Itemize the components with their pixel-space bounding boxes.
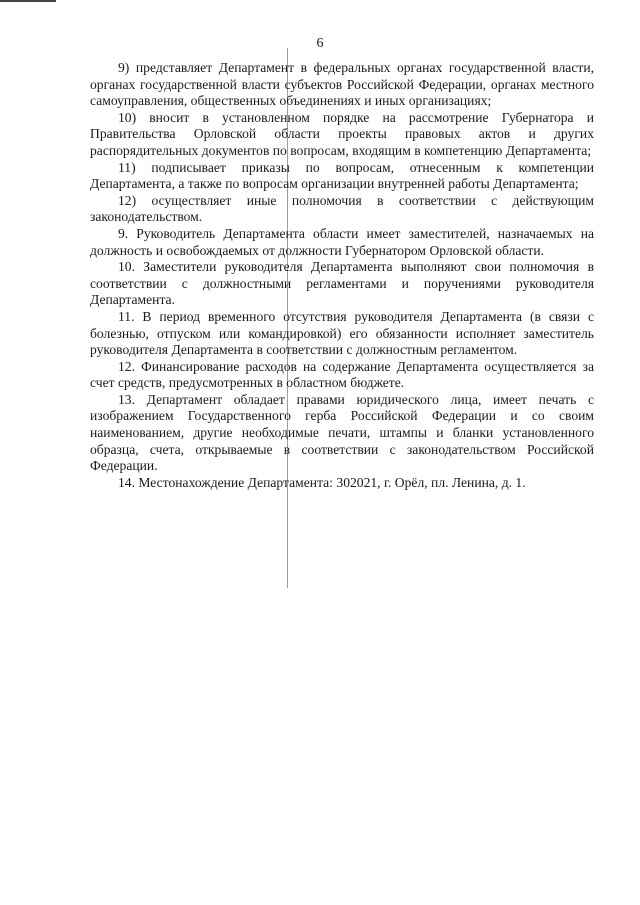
paragraph-clause-12: 12. Финансирование расходов на содержание Департамента осуществляется за счет средств, предусмотренных в областном бюджете. bbox=[90, 358, 594, 391]
paragraph-item-11: 11) подписывает приказы по вопросам, отнесенным к компетенции Департамента, а также по вопросам организации внутренней работы Департамента; bbox=[90, 159, 594, 192]
paragraph-clause-11: 11. В период временного отсутствия руководителя Департамента (в связи с болезнью, отпуском или командировкой) его обязанности исполняет заместитель руководителя Департамента в соответствии с должностным регламентом. bbox=[90, 308, 594, 358]
paragraph-item-9: 9) представляет Департамент в федеральных органах государственной власти, органах государственной власти субъектов Российской Федерации, органах местного самоуправления, общественных объединениях и иных организациях; bbox=[90, 60, 594, 109]
paragraph-clause-14: 14. Местонахождение Департамента: 302021, г. Орёл, пл. Ленина, д. 1. bbox=[118, 474, 526, 490]
scan-edge-mark bbox=[0, 0, 56, 2]
paragraph-item-10: 10) вносит в установленном порядке на рассмотрение Губернатора и Правительства Орловской области проекты правовых актов и других распорядительных документов по вопросам, входящим в компетенцию Департамента; bbox=[90, 109, 594, 158]
paragraph-item-12: 12) осуществляет иные полномочия в соответствии с действующим законодательством. bbox=[90, 192, 594, 225]
page-number: 6 bbox=[316, 36, 324, 51]
paragraph-clause-13: 13. Департамент обладает правами юридического лица, имеет печать с изображением Государственного герба Российской Федерации и со своим наименованием, другие необходимые печати, штампы и бланки установленного образца, счета, открываемые в соответствии с законодательством Российской Федерации. bbox=[90, 391, 594, 474]
document-body bbox=[90, 60, 594, 491]
paragraph-clause-10: 10. Заместители руководителя Департамента выполняют свои полномочия в соответствии с должностными регламентами и поручениями руководителя Департамента. bbox=[90, 259, 594, 308]
paragraph-clause-9: 9. Руководитель Департамента области имеет заместителей, назначаемых на должность и освобождаемых от должности Губернатором Орловской области. bbox=[90, 225, 594, 258]
